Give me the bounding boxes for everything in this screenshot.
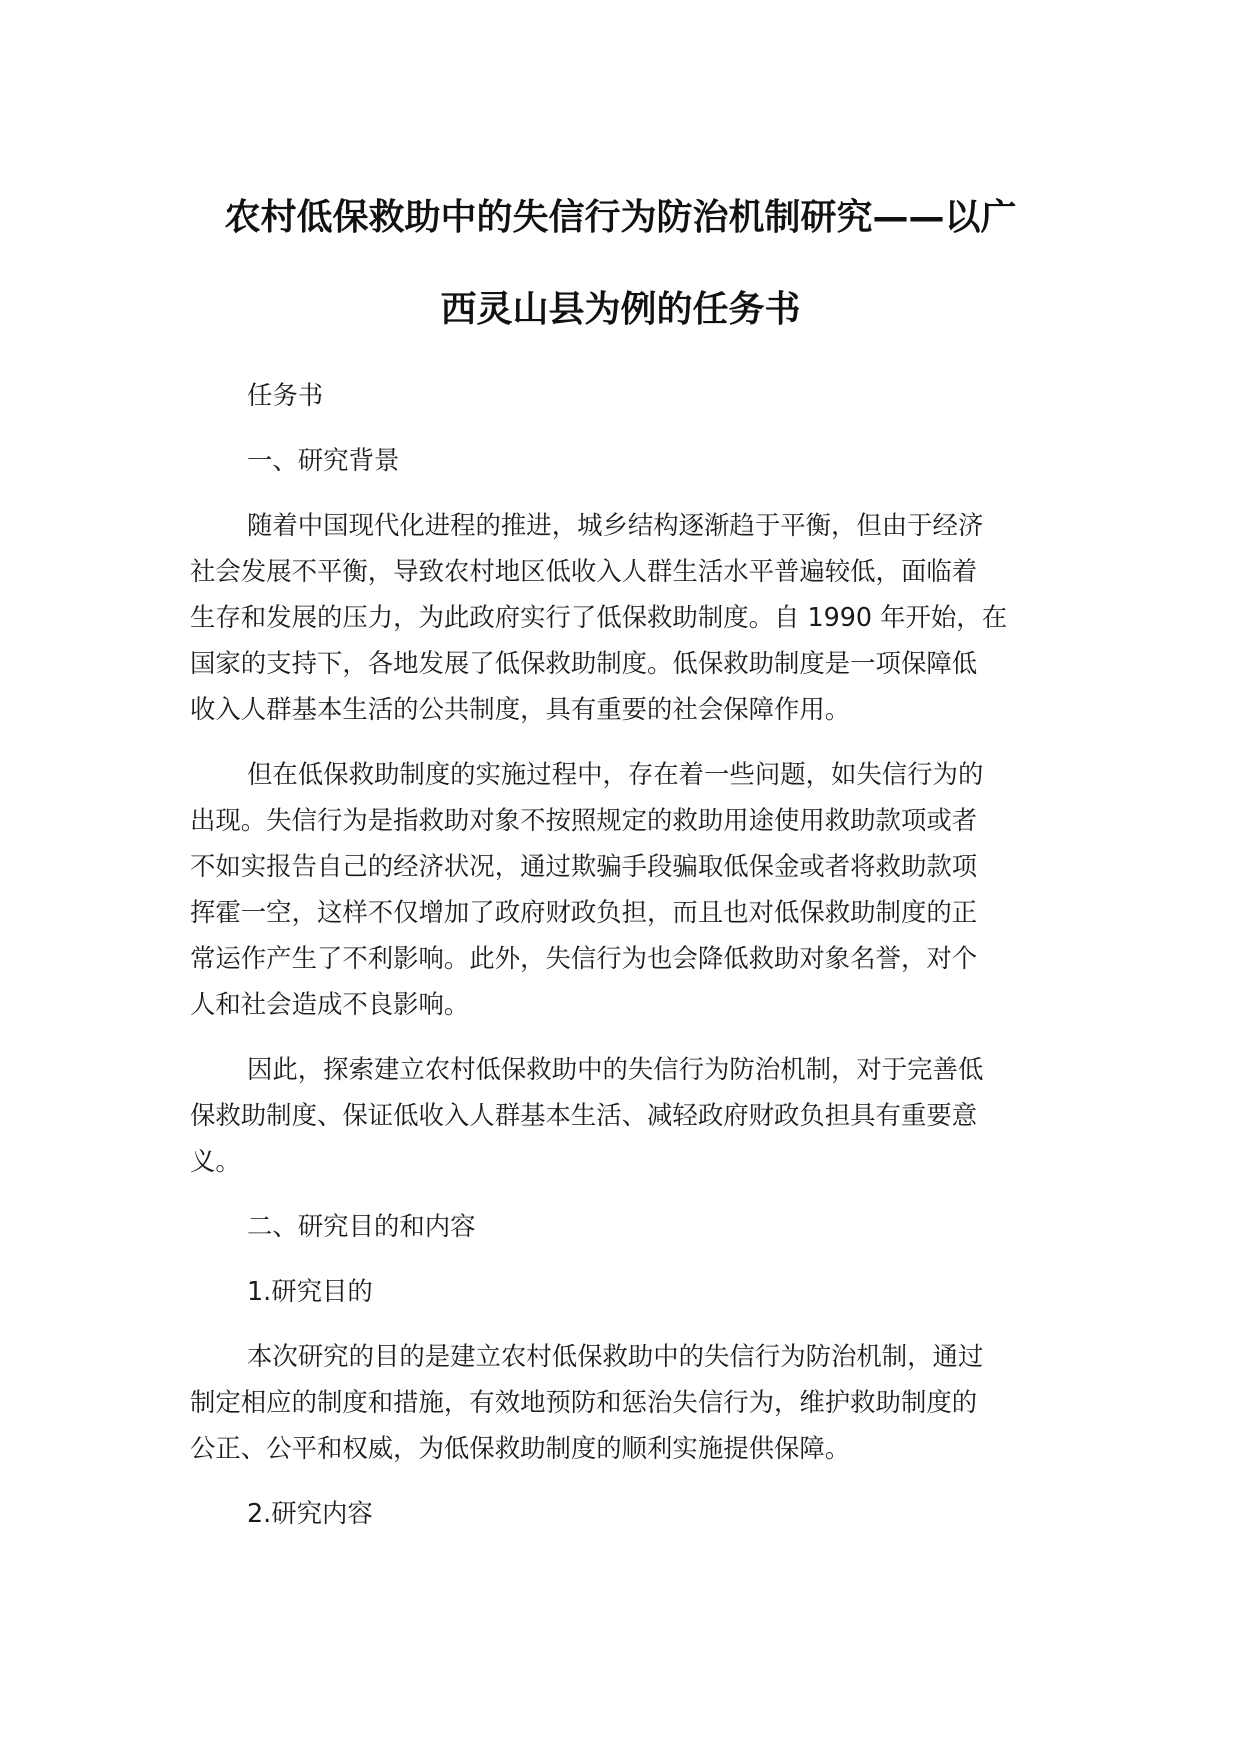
label-task-book: 任务书 [247,380,324,410]
document-title [150,172,1091,356]
paragraph-line: 人和社会造成不良影响。 [190,989,470,1019]
paragraph-line: 随着中国现代化进程的推进，城乡结构逐渐趋于平衡，但由于经济 [247,510,984,540]
paragraph-line: 收入人群基本生活的公共制度，具有重要的社会保障作用。 [190,694,851,724]
paragraph-background-1 [190,502,1050,732]
paragraph-line: 公正、公平和权威，为低保救助制度的顺利实施提供保障。 [190,1433,851,1463]
paragraph-line: 挥霍一空，这样不仅增加了政府财政负担，而且也对低保救助制度的正 [190,897,978,927]
paragraph-background-3 [190,1046,1050,1184]
paragraph-line: 保救助制度、保证低收入人群基本生活、减轻政府财政负担具有重要意 [190,1100,978,1130]
paragraph-line: 常运作产生了不利影响。此外，失信行为也会降低救助对象名誉，对个 [190,943,978,973]
subsection-heading-purpose: 1.研究目的 [247,1276,373,1306]
paragraph-line: 国家的支持下，各地发展了低保救助制度。低保救助制度是一项保障低 [190,648,978,678]
paragraph-line: 义。 [190,1146,241,1176]
section-heading-purpose-content: 二、研究目的和内容 [247,1211,476,1241]
paragraph-background-2 [190,751,1050,1027]
paragraph-line: 本次研究的目的是建立农村低保救助中的失信行为防治机制，通过 [247,1341,984,1371]
subsection-heading-content: 2.研究内容 [247,1498,373,1528]
document-body [190,372,1050,1536]
section-heading-background: 一、研究背景 [247,445,400,475]
paragraph-line: 但在低保救助制度的实施过程中，存在着一些问题，如失信行为的 [247,759,984,789]
paragraph-line: 制定相应的制度和措施，有效地预防和惩治失信行为，维护救助制度的 [190,1387,978,1417]
title-line: 农村低保救助中的失信行为防治机制研究——以广 [224,197,1017,238]
paragraph-line: 出现。失信行为是指救助对象不按照规定的救助用途使用救助款项或者 [190,805,978,835]
title-line: 西灵山县为例的任务书 [440,289,801,330]
paragraph-line: 不如实报告自己的经济状况，通过欺骗手段骗取低保金或者将救助款项 [190,851,978,881]
paragraph-purpose [190,1333,1050,1471]
paragraph-line: 社会发展不平衡，导致农村地区低收入人群生活水平普遍较低，面临着 [190,556,978,586]
paragraph-line: 因此，探索建立农村低保救助中的失信行为防治机制，对于完善低 [247,1054,984,1084]
paragraph-line: 生存和发展的压力，为此政府实行了低保救助制度。自 1990 年开始，在 [190,602,1008,632]
